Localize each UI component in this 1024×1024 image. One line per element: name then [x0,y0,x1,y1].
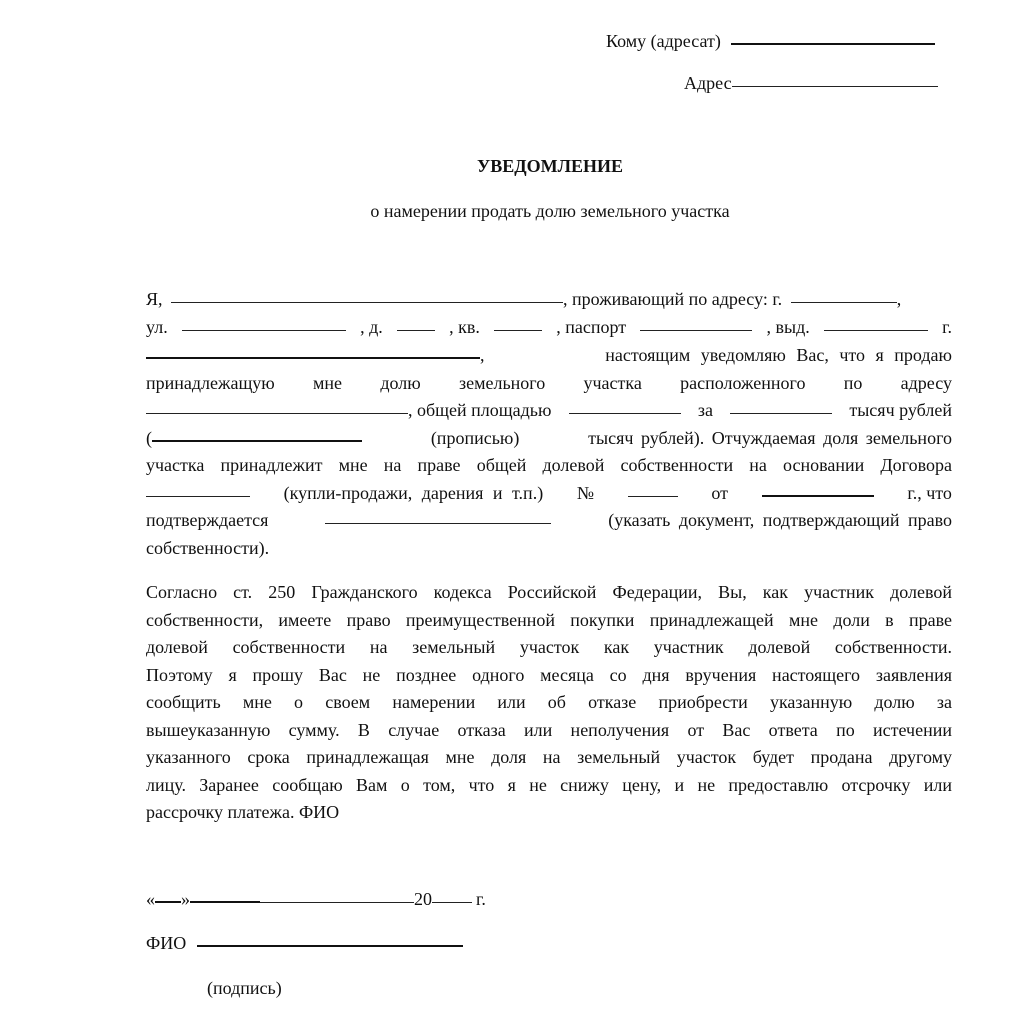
recipient-label: Кому (адресат) [606,31,721,51]
text-specify-document: (указать документ, подтверждающий право [608,510,952,530]
body-line: лицу. Заранее сообщаю Вам о том, что я не снижу цену, и не предоставлю отсрочку или [146,774,952,795]
document-subtitle: о намерении продать долю земельного участка [370,201,730,221]
text-year-that: г., что [907,483,952,503]
document-blank[interactable] [325,522,551,524]
form-line-7 [146,452,952,479]
form-line-6 [146,425,952,452]
body-line: сообщить мне о своем намерении или об отказе приобрести указанную долю за [146,692,952,712]
text-owned-share: принадлежащую мне долю земельного участка расположенного по адресу [146,373,952,393]
text-comma: , [480,345,485,365]
area-blank[interactable] [569,412,681,414]
text-contract-types: (купли-продажи, дарения и т.п.) [283,483,544,503]
fio-label: ФИО [146,933,187,953]
contract-number-blank[interactable] [628,495,678,497]
text-paren: ( [146,428,152,448]
quote-open: « [146,889,155,909]
passport-blank[interactable] [640,329,752,331]
month-blank-bold[interactable] [190,900,260,903]
text-for: за [697,400,713,420]
text-street: ул. [146,317,168,337]
fio-blank[interactable] [197,944,463,947]
address-label: Адрес [684,73,732,93]
text-passport: , паспорт [556,317,627,337]
year-blank[interactable] [432,901,472,903]
text-residing: , проживающий по адресу: г. [563,289,783,309]
recipient-blank[interactable] [731,42,935,45]
date-line [146,886,486,913]
text-in-words: (прописью) [430,428,520,448]
form-line-5 [146,397,952,424]
body-line: рассрочку платежа. ФИО [146,802,340,822]
year-prefix: 20 [414,889,432,909]
body-line: Поэтому я прошу Вас не позднее одного месяца со дня вручения настоящего заявления [146,664,952,685]
text-from: от [711,483,729,503]
city-blank[interactable] [791,301,897,303]
address-line [684,70,938,97]
issued-blank[interactable] [824,329,928,331]
body-line: Согласно ст. 250 Гражданского кодекса Российской Федерации, Вы, как участник долевой [146,582,952,602]
form-line-3 [146,342,952,369]
plot-address-blank[interactable] [146,412,408,414]
text-ya: Я, [146,289,163,309]
text-comma: , [896,289,902,309]
text-ownership-basis: участка принадлежит мне на праве общей долевой собственности на основании Договора [146,455,952,475]
form-line-9 [146,507,952,534]
recipient-line [606,28,935,55]
text-ownership-end: собственности). [146,538,270,558]
price-blank[interactable] [730,412,832,414]
document-title: УВЕДОМЛЕНИЕ [476,156,624,176]
text-alienated-share: тысяч рублей). Отчуждаемая доля земельного [588,428,952,448]
apartment-blank[interactable] [494,329,542,331]
issued-by-blank[interactable] [146,356,480,359]
contract-type-blank[interactable] [146,495,250,497]
form-line-2 [146,314,952,341]
form-line-10 [146,535,952,562]
form-line-4 [146,370,952,397]
fio-line [146,930,463,957]
text-apartment: , кв. [449,317,480,337]
signature-label: (подпись) [207,978,282,998]
text-notify: настоящим уведомляю Вас, что я продаю [605,345,952,365]
body-line: указанного срока принадлежащая мне доля на земельный участок будет продана другому [146,747,952,767]
form-line-8 [146,480,952,507]
body-line: вышеуказанную сумму. В случае отказа или неполучения от Вас ответа по истечении [146,719,952,740]
text-confirmed: подтверждается [146,510,269,530]
text-year-g: г. [942,317,952,337]
body-paragraph [146,579,952,827]
text-number-sign: № [576,483,595,503]
body-line: долевой собственности на земельный участок как участник долевой собственности. [146,637,952,657]
street-blank[interactable] [182,329,346,331]
address-blank[interactable] [732,85,938,87]
house-blank[interactable] [397,329,435,331]
text-house: , д. [360,317,383,337]
form-line-1 [146,286,952,313]
month-blank[interactable] [260,901,414,903]
body-line: собственности, имеете право преимущественной покупки принадлежащей мне доли в праве [146,609,952,630]
year-suffix: г. [476,889,486,909]
text-thousand-rubles: тысяч рублей [849,400,952,420]
day-blank[interactable] [155,900,181,903]
price-words-blank[interactable] [152,439,362,442]
text-area: , общей площадью [408,400,552,420]
fullname-blank[interactable] [171,301,563,303]
quote-close: » [181,889,190,909]
contract-date-blank[interactable] [762,494,874,497]
text-issued: , выд. [766,317,810,337]
